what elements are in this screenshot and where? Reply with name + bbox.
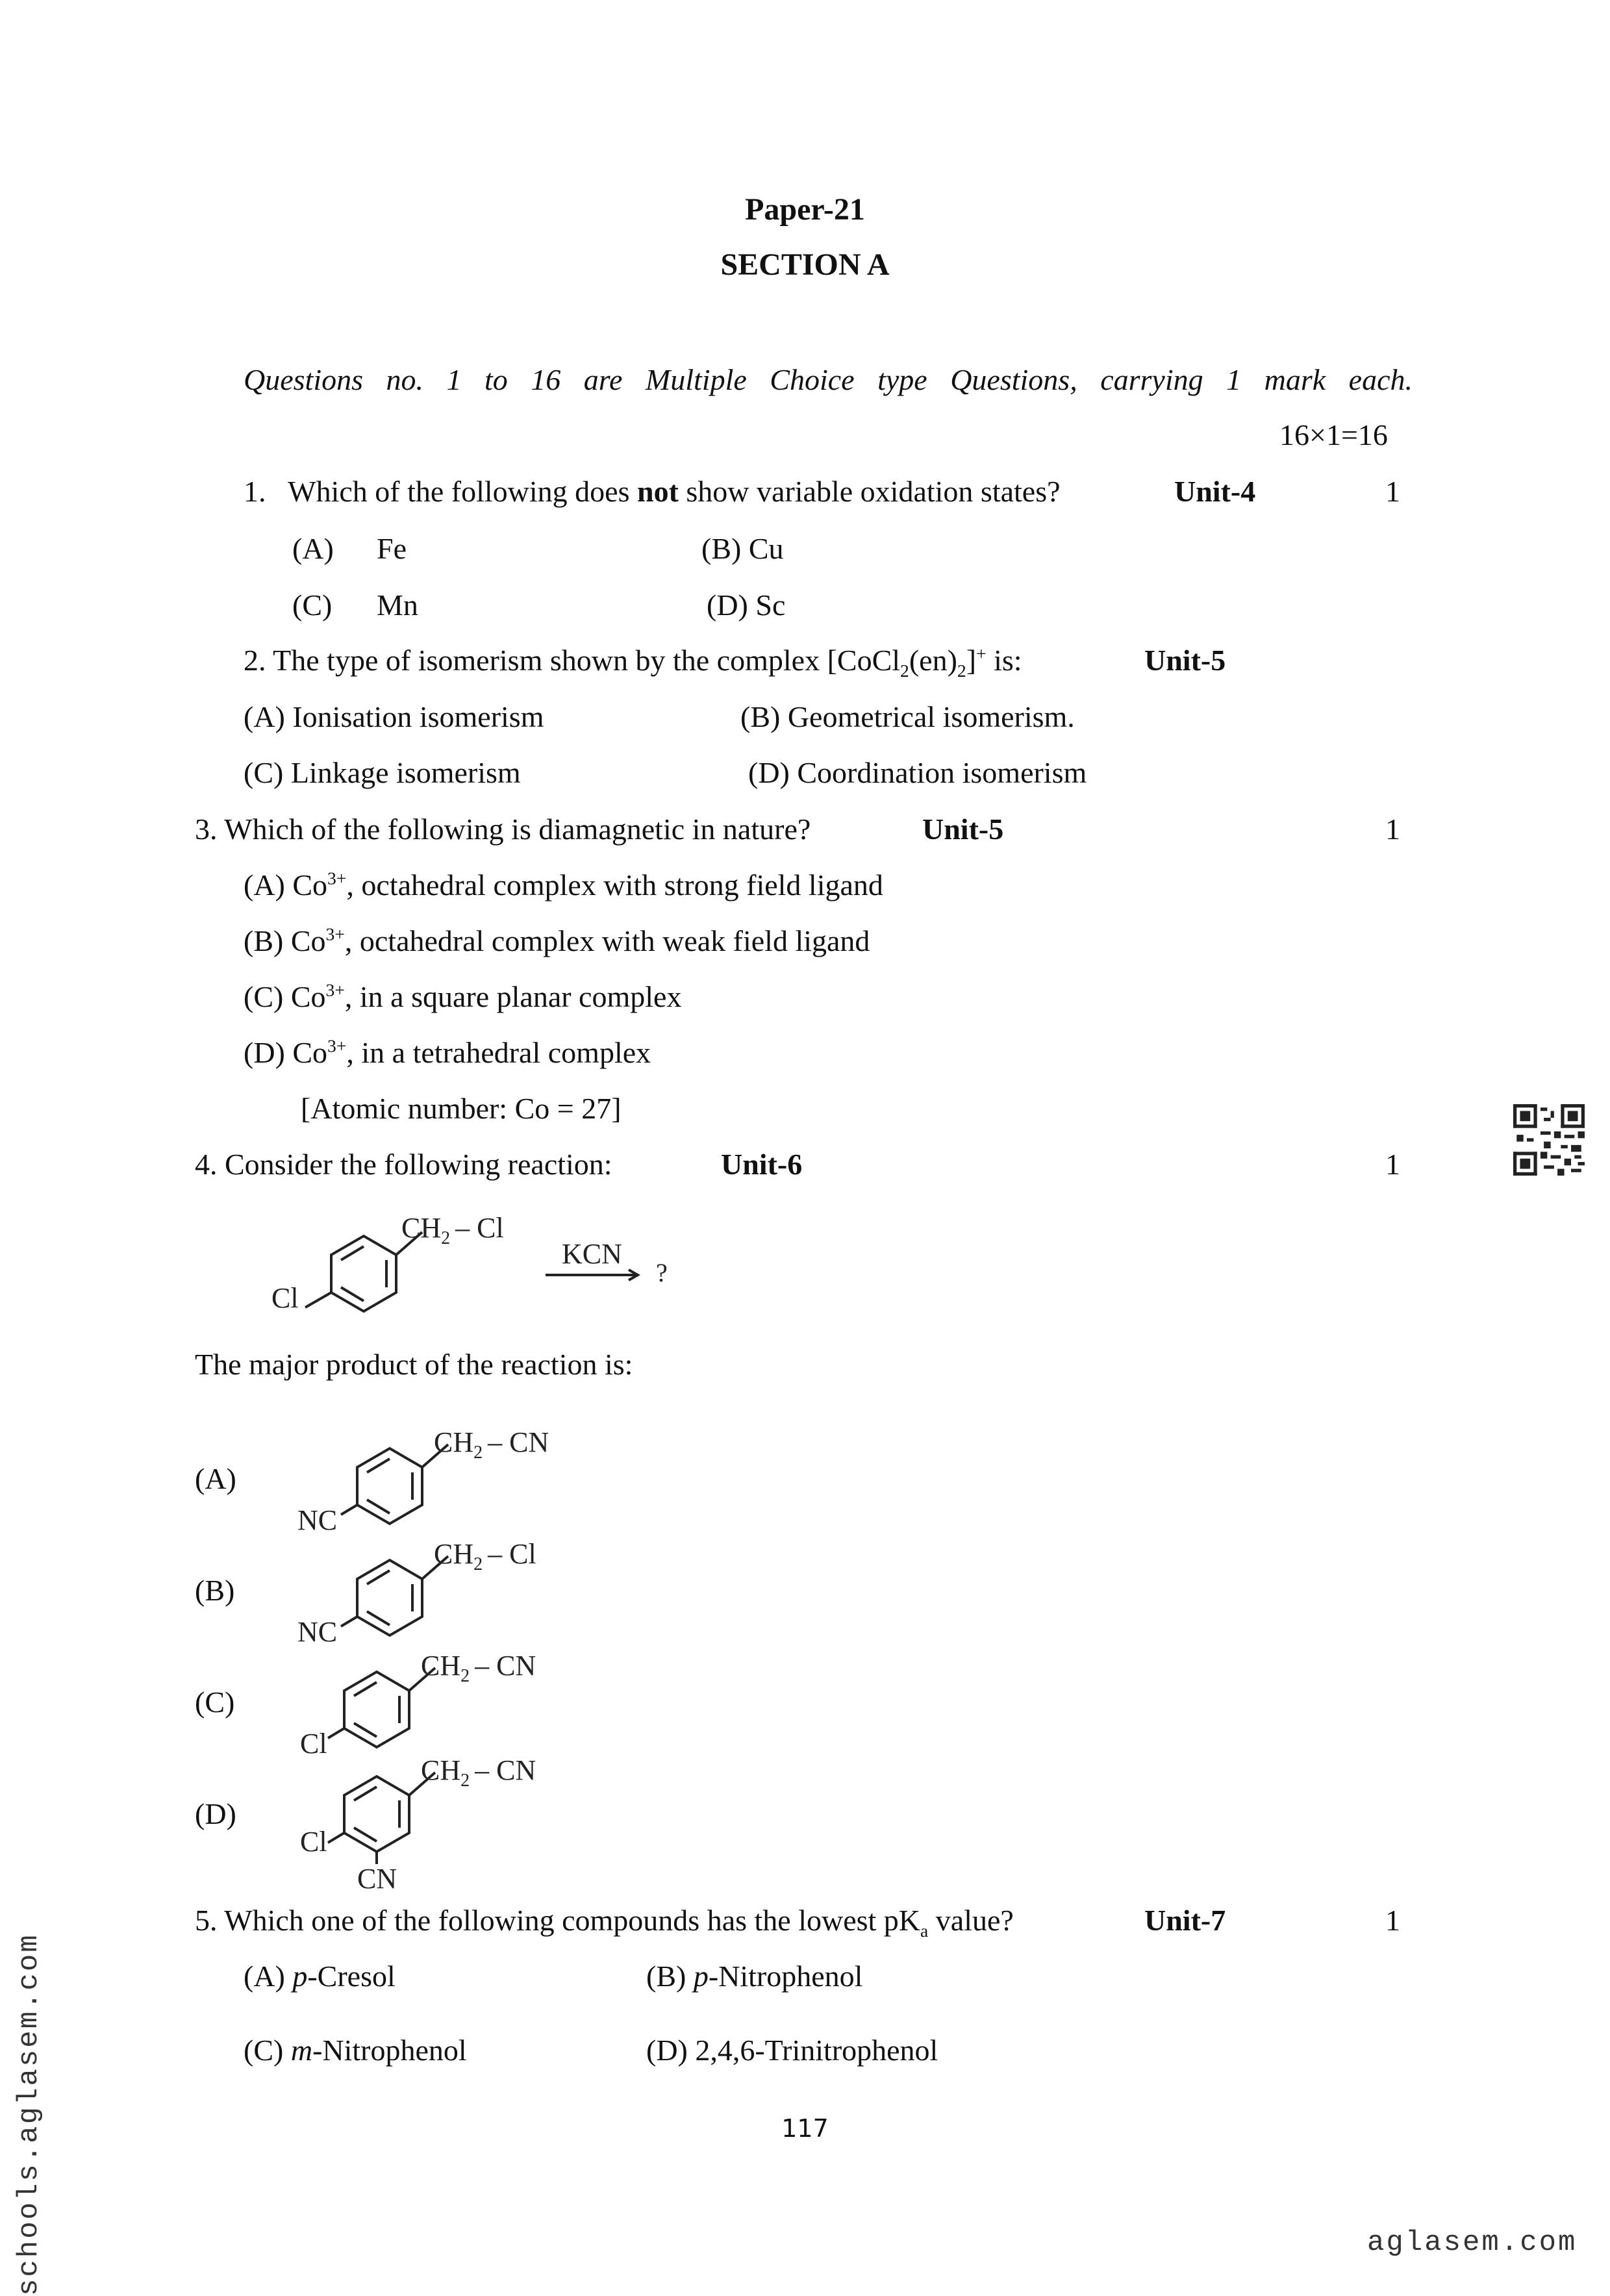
q5-option-b-text: -Nitrophenol [708,1960,863,1993]
reactant-cl: Cl [271,1282,299,1314]
q5-option-c-label: (C) [244,2034,291,2067]
page-number: 117 [781,2114,829,2143]
q4-reactant-structure [247,1205,714,1322]
q2-option-c: (C) Linkage isomerism [244,756,521,789]
q5-option-b-label: (B) [646,1960,694,1993]
bottom-watermark: aglasem.com [1367,2227,1578,2259]
svg-text:NC: NC [297,1616,338,1648]
q3-option-a-charge: 3+ [327,868,347,889]
question-2-text-pre: 2. The type of isomerism shown by the complex [CoCl [244,644,901,677]
reagent-kcn: KCN [562,1238,622,1270]
q4-option-d-structure [292,1750,617,1893]
q5-option-b-prefix: p [693,1960,709,1993]
q1-option-a-text: Fe [377,532,407,565]
side-watermark: schools.aglasem.com [13,1933,45,2296]
question-3-unit: Unit-5 [922,813,1004,846]
q3-option-c-ion: Co [290,980,326,1013]
q4-option-c-structure [292,1646,617,1763]
question-2-charge: + [976,643,987,664]
q3-option-c [244,979,681,1014]
svg-text:CH2– CN: $CH_2$ – CN [421,1650,536,1686]
question-4-unit: Unit-6 [721,1148,803,1181]
question-1-text-pre: Which of the following does [288,475,637,508]
question-2-sub-1: 2 [900,661,909,681]
q3-option-d-text: , in a tetrahedral complex [346,1036,651,1069]
svg-text:CH2– CN: $CH_2$ – CN [434,1426,549,1463]
q5-option-c-prefix: m [290,2034,313,2067]
question-5-text-post: value? [928,1904,1014,1937]
qr-code-icon [1513,1104,1585,1176]
svg-text:Cl: Cl [300,1826,327,1858]
q5-option-b [646,1959,862,1993]
q3-option-d [244,1035,651,1070]
q3-option-b-label: (B) [244,924,291,957]
q2-option-b: (B) Geometrical isomerism. [740,700,1075,733]
instruction-marks: 16×1=16 [1279,418,1388,451]
q5-option-a-label: (A) [244,1960,293,1993]
q3-option-d-label: (D) [244,1036,293,1069]
q4-option-b-structure [292,1534,617,1651]
question-5-unit: Unit-7 [1144,1904,1226,1937]
reactant-ch2cl: $CH_2$ – Cl [401,1212,504,1248]
question-2 [244,643,1022,681]
question-4-text: 4. Consider the following reaction: [195,1148,612,1181]
question-2-sub-2: 2 [957,661,966,681]
product-prompt: The major product of the reaction is: [195,1348,633,1381]
question-2-text-mid: (en) [909,644,957,677]
paper-title: Paper-21 [745,192,865,227]
q3-option-b [244,924,870,958]
q5-option-c-text: -Nitrophenol [312,2034,467,2067]
q3-option-c-charge: 3+ [325,979,345,1000]
q4-option-d-label: (D) [195,1797,236,1830]
question-1-mark: 1 [1385,475,1400,508]
question-5-sub: a [920,1921,929,1941]
q4-option-c-label: (C) [195,1685,235,1719]
q4-option-b-label: (B) [195,1574,235,1607]
q3-option-b-charge: 3+ [325,924,345,944]
q5-option-a-prefix: p [292,1960,308,1993]
question-1-text-post: show variable oxidation states? [678,475,1061,508]
question-3-mark: 1 [1385,813,1400,846]
question-1-unit: Unit-4 [1174,475,1256,508]
q1-option-c-label: (C) [292,588,333,622]
q3-option-c-label: (C) [244,980,291,1013]
reaction-query: ? [656,1258,668,1287]
question-2-text-post: is: [986,644,1022,677]
question-5-text-pre: 5. Which one of the following compounds has the lowest pK [195,1904,921,1937]
q3-option-b-text: , octahedral complex with weak field ligand [344,924,870,957]
question-1-number: 1. [244,475,266,508]
q3-option-b-ion: Co [290,924,326,957]
q4-option-a-structure [292,1422,617,1539]
q2-option-d: (D) Coordination isomerism [748,756,1087,789]
question-2-unit: Unit-5 [1144,644,1226,677]
q5-option-a [244,1959,396,1993]
q1-option-d: (D) Sc [707,588,786,622]
instruction-text: Questions no. 1 to 16 are Multiple Choice type Questions, carrying 1 mark each. [244,363,1413,396]
q4-option-a-label: (A) [195,1462,236,1495]
q3-option-c-text: , in a square planar complex [344,980,682,1013]
svg-text:Cl: Cl [300,1728,327,1760]
q1-option-a-label: (A) [292,532,334,565]
q5-option-d: (D) 2,4,6-Trinitrophenol [646,2034,938,2067]
section-title: SECTION A [720,247,890,282]
svg-text:NC: NC [297,1504,338,1536]
question-1 [244,474,1061,509]
question-1-text-bold: not [637,475,679,508]
q3-option-a-label: (A) [244,868,293,902]
q5-option-c [244,2033,467,2067]
q3-option-a-text: , octahedral complex with strong field ligand [346,868,883,902]
svg-text:CH2– CN: $CH_2$ – CN [421,1754,536,1791]
question-2-bracket: ] [966,644,977,677]
q1-option-b: (B) Cu [701,532,784,565]
svg-text:CN: CN [357,1863,397,1893]
q1-option-c-text: Mn [377,588,418,622]
q5-option-a-text: -Cresol [307,1960,396,1993]
question-5 [195,1903,1014,1941]
q3-option-d-ion: Co [292,1036,328,1069]
question-4-mark: 1 [1385,1148,1400,1181]
q3-option-d-charge: 3+ [327,1035,347,1056]
q3-option-a [244,868,883,902]
question-5-mark: 1 [1385,1904,1400,1937]
q3-option-a-ion: Co [292,868,328,902]
question-3-text: 3. Which of the following is diamagnetic in nature? [195,813,811,846]
q2-option-a: (A) Ionisation isomerism [244,700,544,733]
svg-text:CH2– Cl: $CH_2$ – Cl [434,1538,536,1574]
q3-note: [Atomic number: Co = 27] [301,1092,622,1125]
